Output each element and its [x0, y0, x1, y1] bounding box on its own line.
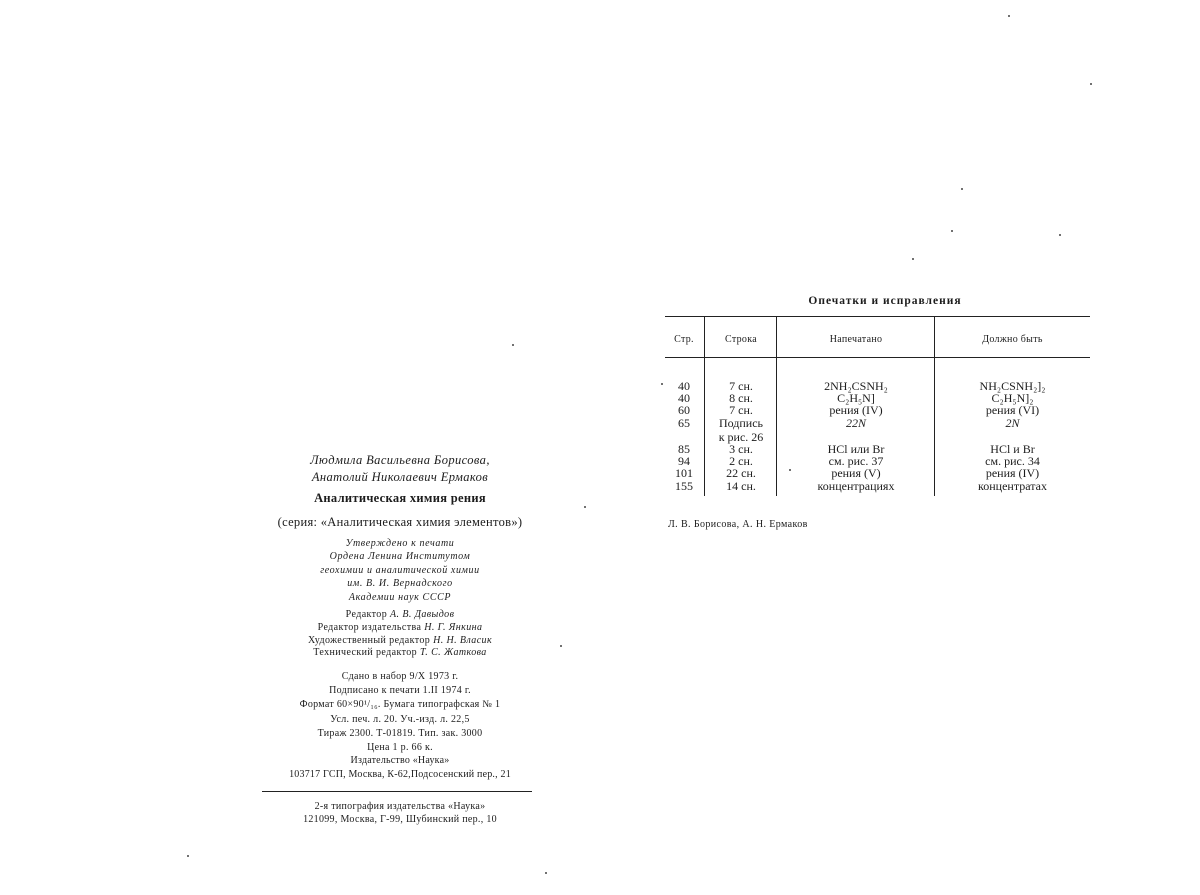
- printing-line: Цена 1 р. 66 к.: [367, 742, 433, 754]
- cell-line: 8 сн.: [729, 391, 753, 406]
- editors-block: [255, 609, 545, 660]
- column-page: [665, 380, 703, 492]
- scan-speck: [584, 506, 586, 508]
- cell-page: 101: [675, 466, 693, 481]
- printer-address: 121099, Москва, Г-99, Шубинский пер., 10: [303, 814, 497, 826]
- editor-name: А. В. Давыдов: [390, 609, 455, 620]
- authors: [255, 452, 545, 486]
- cell-page: 94: [678, 454, 690, 469]
- cell-should-be: 2N: [1005, 415, 1020, 430]
- scan-speck: [1008, 15, 1010, 17]
- editor-line: [255, 622, 545, 635]
- cell-should-be: см. рис. 34: [985, 454, 1040, 469]
- scan-speck: [912, 258, 914, 260]
- editor-name: Т. С. Жаткова: [419, 647, 487, 659]
- cell-line-continued: к рис. 26: [718, 429, 764, 444]
- cell-page: 60: [678, 403, 690, 418]
- header-line: Строка: [725, 334, 757, 345]
- approval-line: Академии наук СССР: [348, 591, 452, 603]
- cell-line: 3 сн.: [729, 441, 753, 456]
- column-printed: [777, 380, 935, 492]
- scan-speck: [661, 383, 663, 385]
- approval-line: им. В. И. Вернадского: [347, 578, 453, 590]
- printing-line: Усл. печ. л. 20. Уч.-изд. л. 22,5: [330, 713, 470, 725]
- printing-line: Сдано в набор 9/X 1973 г.: [341, 671, 459, 682]
- editor-role: Технический редактор: [313, 647, 418, 659]
- printer-block: [255, 800, 545, 827]
- approval-block: [255, 537, 545, 604]
- cell-printed: см. рис. 37: [828, 454, 884, 469]
- cell-line: 7 сн.: [729, 379, 753, 393]
- scan-speck: [187, 855, 189, 857]
- editor-line: [255, 635, 545, 648]
- editor-name: Н. Г. Янкина: [424, 621, 483, 633]
- table-header-rule: [665, 357, 1090, 358]
- author-1: Людмила Васильевна Борисова,: [310, 453, 490, 467]
- author-2: Анатолий Николаевич Ермаков: [311, 470, 489, 484]
- printing-line: Тираж 2300. Т-01819. Тип. зак. 3000: [317, 727, 483, 739]
- errata-table: [665, 316, 1090, 496]
- book-title: Аналитическая химия рения: [314, 491, 486, 505]
- approval-line: Ордена Ленина Институтом: [329, 551, 471, 563]
- scan-speck: [961, 188, 963, 190]
- scan-speck: [1059, 234, 1061, 236]
- table-top-rule: [665, 316, 1090, 317]
- series-line: (серия: «Аналитическая химия элементов»): [277, 515, 523, 529]
- cell-printed: концентрациях: [817, 478, 895, 493]
- cell-printed: 22N: [845, 415, 866, 430]
- cell-should-be: C₂H₅N]₂: [991, 391, 1034, 406]
- cell-should-be: рения (VI): [985, 403, 1040, 418]
- header-printed: Напечатано: [829, 334, 883, 345]
- publisher-address: 103717 ГСП, Москва, К-62,Подсосенский пер., 21: [289, 768, 511, 780]
- printing-line: Формат 60×90¹/₁₆. Бумага типографская № 1: [299, 699, 501, 711]
- column-should-be: [935, 380, 1090, 492]
- cell-line: 2 сн.: [729, 454, 753, 469]
- column-line: [705, 380, 777, 492]
- cell-page: 40: [678, 379, 690, 393]
- publisher-name: Издательство «Наука»: [350, 755, 450, 766]
- editor-role: Редактор: [345, 609, 388, 620]
- editor-line: [255, 647, 545, 660]
- scan-speck: [951, 230, 953, 232]
- cell-page: 85: [678, 441, 690, 456]
- printing-details: [255, 670, 545, 755]
- cell-printed: рения (IV): [829, 403, 883, 418]
- editor-line: [255, 609, 545, 622]
- editor-role: Художественный редактор: [307, 634, 431, 646]
- cell-printed: HCl или Br: [827, 441, 885, 456]
- scan-speck: [789, 469, 791, 471]
- approval-line: Утверждено к печати: [345, 538, 455, 549]
- printer-name: 2-я типография издательства «Наука»: [314, 801, 486, 812]
- header-should-be: Должно быть: [982, 334, 1043, 345]
- editor-role: Редактор издательства: [317, 621, 422, 633]
- cell-should-be: концентратах: [978, 478, 1047, 493]
- cell-printed: 2NH₂CSNH₂: [824, 379, 888, 393]
- header-page: Стр.: [674, 334, 694, 345]
- cell-line: 22 сн.: [726, 466, 756, 481]
- approval-line: геохимии и аналитической химии: [320, 564, 480, 576]
- cell-should-be: NH₂CSNH₂]₂: [979, 379, 1046, 393]
- cell-page: 65: [678, 415, 690, 430]
- errata-title: Опечатки и исправления: [808, 295, 962, 307]
- colophon-divider: [262, 791, 532, 792]
- cell-should-be: рения (IV): [985, 466, 1040, 481]
- scan-speck: [512, 344, 514, 346]
- cell-page: 155: [675, 478, 693, 493]
- cell-line: Подпись: [718, 415, 764, 430]
- editor-name: Н. Н. Власик: [433, 634, 493, 646]
- publisher-block: [255, 754, 545, 781]
- scan-speck: [560, 645, 562, 647]
- cell-printed: C₂H₅N]: [837, 391, 875, 406]
- cell-line: 14 сн.: [726, 478, 756, 493]
- cell-printed: рения (V): [831, 466, 881, 481]
- errata-credit: Л. В. Борисова, А. Н. Ермаков: [668, 519, 808, 530]
- cell-page: 40: [678, 391, 690, 406]
- scan-speck: [1090, 83, 1092, 85]
- printing-line: Подписано к печати 1.II 1974 г.: [329, 685, 471, 697]
- scan-speck: [545, 872, 547, 874]
- cell-line: 7 сн.: [729, 403, 753, 418]
- cell-should-be: HCl и Br: [990, 441, 1035, 456]
